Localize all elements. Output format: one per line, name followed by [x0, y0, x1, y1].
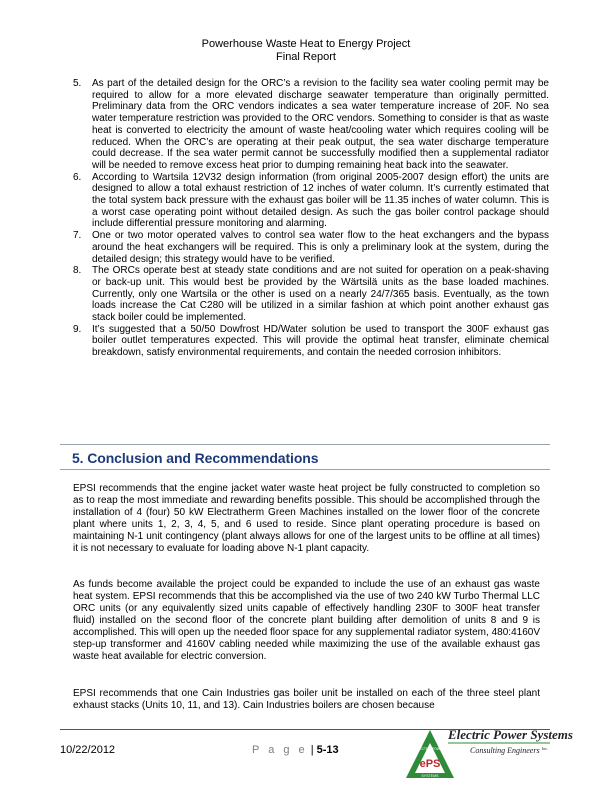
- page-number: 5-13: [316, 744, 339, 756]
- list-item-text: As part of the detailed design for the ORC’s a revision to the facility sea water cooling permit may be required to allow for a more elevated discharge seawater temperature than originally permitted. Preliminary data from the ORC vendors indicates a sea water temperature increase of 20F. No sea water temperature restriction was provided to the ORC vendors. Something to consider is that as waste heat is converted to electricity the amount of waste heat/cooling water which requires cooling will be reduced. When the ORC’s are operating at their peak output, the sea water discharge temperature could decrease. If the sea water permit cannot be successfully modified then a supplemental radiator will be needed to remove excess heat prior to dumping remaining heat back into the seawater.: [92, 78, 549, 171]
- page-separator: |: [310, 744, 314, 756]
- list-item: [73, 324, 549, 359]
- list-item-number: 5.: [73, 78, 82, 89]
- paragraph-conclusion-2: As funds become available the project could be expanded to include the use of an exhaust gas waste heat system. EPSI recommends that this be accomplished via the use of two 240 kW Turbo Thermal LLC ORC units (or any equivalently sized units capable of effectively handling 230F to 300F heat transfer fluid) installed on the second floor of the concrete plant building after demolition of units 8 and 9 is accomplished. This will open up the needed floor space for any supplemental radiator system, 480:4160V step-up transformer and 4160V cabling needed while maximizing the use of the available exhaust gas waste heat available for electric conversion.: [73, 579, 540, 662]
- list-item: [73, 265, 549, 324]
- logo-initials: ePS: [419, 758, 441, 770]
- list-item-text: One or two motor operated valves to control sea water flow to the heat exchangers and the bypass around the heat exchangers will be required. This is only a preliminary look at the system, during the detailed design; this strategy would have to be verified.: [92, 230, 549, 265]
- list-item-number: 7.: [73, 230, 82, 242]
- logo-inc: Inc.: [542, 746, 549, 751]
- logo-ring-top: ELECTRIC POWER: [415, 747, 445, 751]
- header-title: Powerhouse Waste Heat to Energy Project: [201, 38, 411, 50]
- section-bottom-rule: [60, 469, 550, 470]
- list-item-text: The ORCs operate best at steady state conditions and are not suited for operation on a peak-shaving or back-up unit. This would best be provided by the Wärtsilä units as the base loaded machines. Currently, only one Wartsila or the other is used on a nearly 24/7/365 basis. Eventually, as the town loads increase the Cat C280 will be utilized in a similar fashion at which point another exhaust gas stack boiler could be implemented.: [92, 265, 549, 324]
- page-label: P a g e: [252, 744, 308, 756]
- list-item: [73, 172, 549, 231]
- list-item-number: 6.: [73, 171, 82, 183]
- list-item-number: 8.: [73, 265, 82, 277]
- footer-page-indicator: [252, 744, 339, 756]
- list-item-text: It’s suggested that a 50/50 Dowfrost HD/Water solution be used to transport the 300F exhaust gas boiler outlet temperatures expected. This will provide the optimal heat transfer, eliminate chemical breakdown, satisfy environmental requirements, and contain the needed corrosion inhibitors.: [92, 323, 549, 359]
- page-header: [0, 38, 612, 64]
- paragraph-conclusion-3: EPSI recommends that one Cain Industries gas boiler unit be installed on each of the three steel plant exhaust stacks (Units 10, 11, and 13). Cain Industries boilers are chosen because: [73, 688, 540, 711]
- list-item-number: 9.: [73, 323, 82, 335]
- paragraph-conclusion-1: EPSI recommends that the engine jacket water waste heat project be fully constructed to completion so as to reap the most immediate and rewarding benefits possible. This should be accomplished through the installation of 4 (four) 50 kW Electratherm Green Machines installed on the lower floor of the concrete plant where units 1, 2, 3, 4, 5, and 6 used to reside. Since plant operating procedure is based on maintaining N-1 unit contingency (plant always allows for one of the largest units to be offline at all times) it is not necessary to evaluate for loading above N-1 plant capacity.: [73, 483, 540, 554]
- footer-date: 10/22/2012: [60, 744, 116, 756]
- logo-tagline: Consulting Engineers: [470, 746, 540, 755]
- list-item-text: According to Wartsila 12V32 design information (from original 2005-2007 design effort) the units are designed to allow a total exhaust restriction of 12 inches of water column. It’s currently estimated that the total system back pressure with the exhaust gas boiler will be 11.35 inches of water column. This is a worst case operating point without detailed design. As such the gas boiler control package should include differential pressure monitoring and alarming.: [92, 171, 549, 230]
- list-item: [73, 230, 549, 265]
- list-item: [73, 78, 549, 172]
- numbered-list: [73, 78, 549, 359]
- section-heading: 5. Conclusion and Recommendations: [72, 450, 319, 466]
- logo-ring-bottom: SYSTEMS: [421, 774, 439, 778]
- section-top-rule: [60, 444, 550, 445]
- header-subtitle: Final Report: [276, 51, 336, 63]
- logo-company-name: Electric Power Systems: [448, 727, 573, 742]
